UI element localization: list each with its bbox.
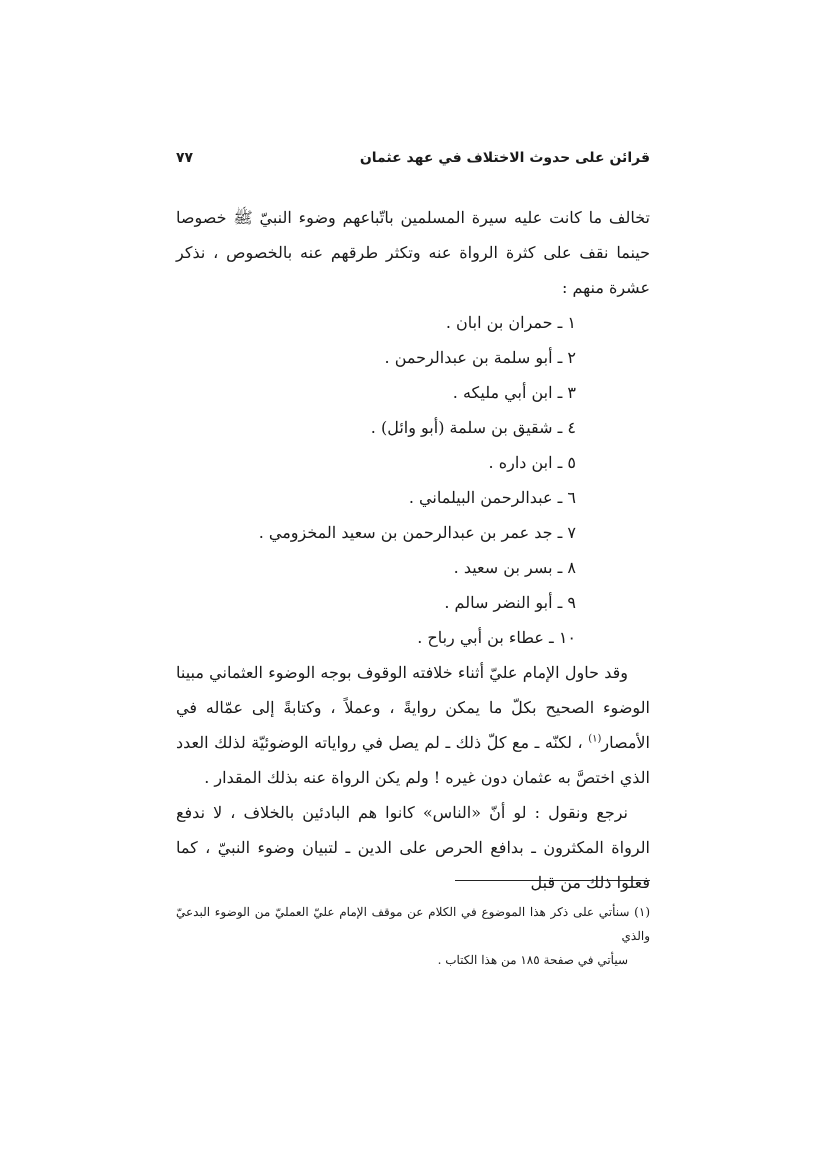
- list-item: ٦ ـ عبدالرحمن البيلماني .: [408, 488, 576, 507]
- paragraph-text: وقد حاول الإمام عليّ أثناء خلافته الوقوف بوجه الوضوء العثماني مبينا الوضوء الصحيح بكلّ ما يمكن روايةً ، وعملاً ، وكتابةً إلى عمّاله في الأمصار: [176, 663, 650, 752]
- imam-ali-paragraph: [176, 655, 650, 795]
- list-item: ٨ ـ بسر بن سعيد .: [453, 558, 576, 577]
- list-item: ١ ـ حمران بن ابان .: [445, 313, 576, 332]
- paragraph-text-continued: ، لكنّه ـ مع كلّ ذلك ـ لم يصل في رواياته الوضوئيّة لذلك العدد الذي اختصَّ به عثمان دون غيره ! ولم يكن الرواة عنه بذلك المقدار .: [176, 733, 650, 787]
- footnote: [176, 900, 650, 972]
- list-item: ١٠ ـ عطاء بن أبي رباح .: [417, 628, 576, 647]
- intro-paragraph: تخالف ما كانت عليه سيرة المسلمين باتّباعهم وضوء النبيّ ﷺ خصوصا حينما نقف على كثرة الرواة عنه وتكثر طرقهم عنه بالخصوص ، نذكر عشرة منهم :: [176, 208, 650, 297]
- running-header: [176, 150, 650, 176]
- page-number: ٧٧: [176, 150, 194, 166]
- list-item: ٥ ـ ابن داره .: [488, 453, 576, 472]
- list-item: ٩ ـ أبو النضر سالم .: [444, 593, 576, 612]
- list-item: ٤ ـ شقيق بن سلمة (أبو وائل) .: [370, 418, 576, 437]
- list-item: ٣ ـ ابن أبي مليكه .: [452, 383, 576, 402]
- main-text: [176, 200, 650, 900]
- footnote-line: سيأتي في صفحة ١٨٥ من هذا الكتاب .: [437, 953, 628, 967]
- footnote-reference[interactable]: (١): [588, 733, 602, 745]
- list-item: ٧ ـ جد عمر بن عبدالرحمن بن سعيد المخزومي .: [258, 523, 576, 542]
- narrators-list: [176, 305, 650, 655]
- footnote-line: (١) سنأتي على ذكر هذا الموضوع في الكلام عن موقف الإمام عليّ العمليّ من الوضوء البدعيّ والذي: [176, 905, 650, 943]
- footnote-divider: [455, 880, 650, 881]
- conclusion-paragraph: نرجع ونقول : لو أنّ «الناس» كانوا هم البادئين بالخلاف ، لا ندفع الرواة المكثرون ـ بدافع الحرص على الدين ـ لتبيان وضوء النبيّ ، كما فعلوا ذلك من قبل: [176, 803, 650, 892]
- list-item: ٢ ـ أبو سلمة بن عبدالرحمن .: [384, 348, 576, 367]
- chapter-title: قرائن على حدوث الاختلاف في عهد عثمان: [359, 150, 650, 166]
